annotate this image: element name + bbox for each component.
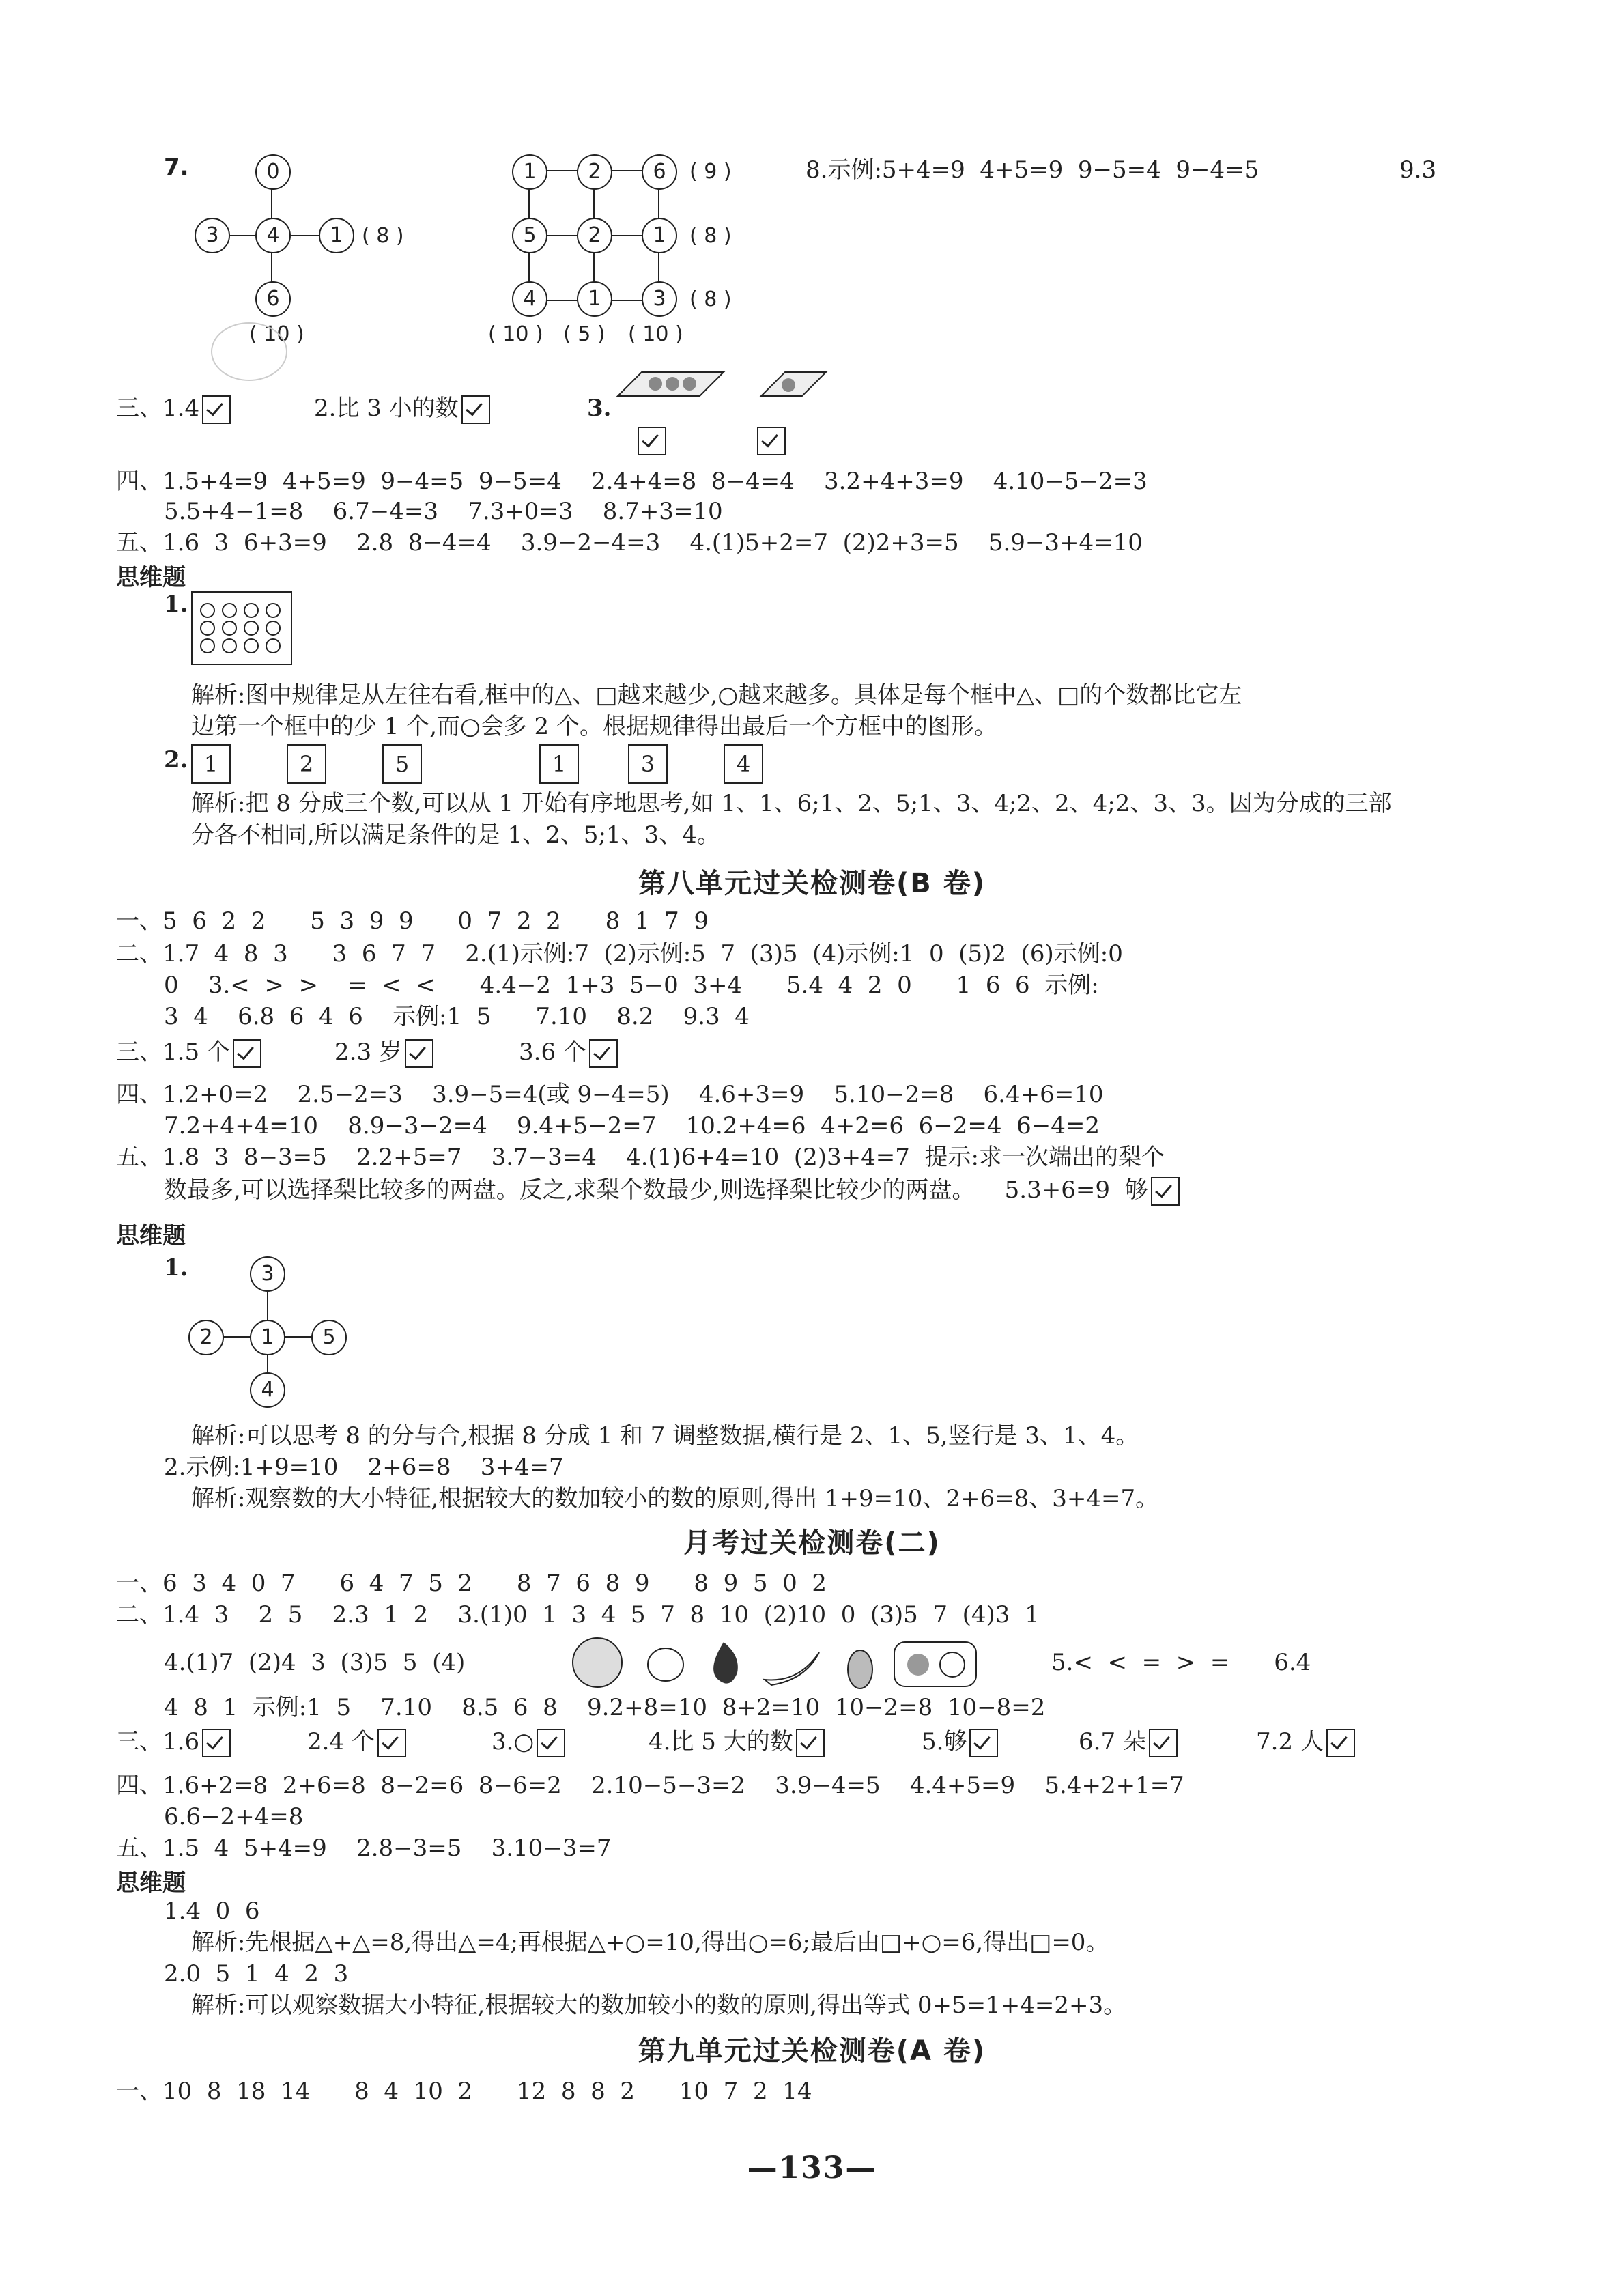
b5-line2 — [164, 1174, 1182, 1206]
mt1-line: 1.4 0 6 — [164, 1897, 260, 1925]
t1-explanation-2: 边第一个框中的少 1 个,而○会多 2 个。根据规律得出最后一个方框中的图形。 — [191, 713, 997, 740]
circles-box-figure — [191, 591, 294, 666]
b5-line1: 五、1.8 3 8−3=5 2.2+5=7 3.7−3=4 4.(1)6+4=10 (2)3+4=7 提示:求一次端出的梨个 — [116, 1144, 1165, 1171]
b2-line1: 二、1.7 4 8 3 3 6 7 7 2.(1)示例:7 (2)示例:5 7 (3)5 (4)示例:1 0 (5)2 (6)示例:0 — [116, 940, 1123, 967]
s5-line: 五、1.6 3 6+3=9 2.8 8−4=4 3.9−2−4=3 4.(1)5+2=7 (2)2+3=5 5.9−3+4=10 — [116, 529, 1143, 556]
check-icon — [233, 1039, 261, 1068]
thinking-heading-2: 思维题 — [116, 1222, 186, 1249]
grid-r1c2: 2 — [577, 154, 612, 190]
grid-col3-sum: ( 10 ) — [628, 322, 683, 346]
grid-col2-sum: ( 5 ) — [563, 322, 606, 346]
m2-line3: 4 8 1 示例:1 5 7.10 8.5 6 8 9.2+8=10 8+2=10 10−2=8 10−8=2 — [164, 1694, 1046, 1721]
s4-line2: 5.5+4−1=8 6.7−4=3 7.3+0=3 8.7+3=10 — [164, 498, 723, 525]
check-icon — [1326, 1729, 1355, 1757]
bt1-right: 5 — [311, 1320, 347, 1355]
cross-right: 1 — [319, 218, 354, 253]
thinking-heading-3: 思维题 — [116, 1869, 186, 1897]
t2-box: 4 — [724, 744, 763, 784]
m4-line2: 6.6−2+4=8 — [164, 1803, 304, 1830]
m3-q3-text: 3.○ — [492, 1728, 535, 1755]
grid-r2c1: 5 — [512, 218, 547, 253]
t2-explanation-1: 解析:把 8 分成三个数,可以从 1 开始有序地思考,如 1、1、6;1、2、5;1、3、4;2、2、4;2、3、3。因为分成的三部 — [191, 790, 1392, 817]
m3-q3 — [492, 1726, 568, 1757]
bt2-line: 2.示例:1+9=10 2+6=8 3+4=7 — [164, 1454, 564, 1481]
grid-r3c2: 1 — [577, 281, 612, 317]
t2-box: 2 — [287, 744, 326, 784]
check-icon — [202, 395, 231, 424]
bt1-bottom: 4 — [250, 1372, 285, 1408]
grid-col1-sum: ( 10 ) — [488, 322, 543, 346]
egg-tray-icons — [614, 355, 874, 410]
s3-q2 — [314, 393, 493, 424]
grid-row3-sum: ( 8 ) — [689, 287, 732, 311]
bt1-center: 1 — [250, 1320, 285, 1355]
grid-r1c1: 1 — [512, 154, 547, 190]
q9-answer: 9.3 — [1399, 156, 1437, 184]
t1-label: 1. — [164, 591, 188, 618]
m3-q7-text: 7.2 人 — [1256, 1728, 1324, 1755]
mt2-explanation: 解析:可以观察数据大小特征,根据较大的数加较小的数的原则,得出等式 0+5=1+4=2+3。 — [191, 1992, 1127, 2019]
s4-line1: 四、1.5+4=9 4+5=9 9−4=5 9−5=4 2.4+4=8 8−4=4 3.2+4+3=9 4.10−5−2=3 — [116, 468, 1148, 495]
m5-line: 五、1.5 4 5+4=9 2.8−3=5 3.10−3=7 — [116, 1835, 612, 1862]
t2-box: 5 — [382, 744, 422, 784]
s3-q1 — [116, 393, 233, 424]
bt1-explanation: 解析:可以思考 8 的分与合,根据 8 分成 1 和 7 调整数据,横行是 2、1、5,竖行是 3、1、4。 — [191, 1422, 1139, 1450]
m3-q1 — [116, 1726, 233, 1757]
thinking-heading-1: 思维题 — [116, 564, 186, 591]
check-icon — [796, 1729, 825, 1757]
m2-line1: 二、1.4 3 2 5 2.3 1 2 3.(1)0 1 3 4 5 7 8 10 (2)10 0 (3)5 7 (4)3 1 — [116, 1601, 1040, 1628]
check-icon — [377, 1729, 406, 1757]
cross-center: 4 — [255, 218, 291, 253]
cross-col-sum: ( 10 ) — [249, 322, 304, 346]
m2-line2-tail: 5.< < = > = 6.4 — [1051, 1649, 1311, 1676]
mt1-explanation: 解析:先根据△+△=8,得出△=4;再根据△+○=10,得出○=6;最后由□+○=6,得出□=0。 — [191, 1929, 1109, 1956]
m3-q7 — [1256, 1726, 1358, 1757]
m2-line2: 4.(1)7 (2)4 3 (3)5 5 (4) — [164, 1649, 466, 1676]
m3-q1-text: 三、1.6 — [116, 1728, 200, 1755]
check-icon — [537, 1729, 565, 1757]
q8-answer: 8.示例:5+4=9 4+5=9 9−5=4 9−4=5 — [806, 156, 1259, 184]
cross-left: 3 — [195, 218, 230, 253]
q7-label: 7. — [164, 154, 189, 181]
watermark-stamp-icon — [205, 314, 294, 389]
t2-explanation-2: 分各不相同,所以满足条件的是 1、2、5;1、3、4。 — [191, 821, 720, 849]
section-title-unit8b: 第八单元过关检测卷(B 卷) — [638, 868, 986, 899]
m4-line1: 四、1.6+2=8 2+6=8 8−2=6 8−6=2 2.10−5−3=2 3.9−4=5 4.4+5=9 5.4+2+1=7 — [116, 1772, 1184, 1799]
b5-line2-text: 数最多,可以选择梨比较多的两盘。反之,求梨个数最少,则选择梨比较少的两盘。 5.3+6=9 够 — [164, 1176, 1148, 1204]
grid-r2c3: 1 — [642, 218, 677, 253]
check-icon — [638, 427, 666, 455]
t2-box: 1 — [539, 744, 579, 784]
m3-q4-text: 4.比 5 大的数 — [649, 1728, 793, 1755]
m3-q6-text: 6.7 朵 — [1079, 1728, 1146, 1755]
bt2-explanation: 解析:观察数的大小特征,根据较大的数加较小的数的原则,得出 1+9=10、2+6=8、3+4=7。 — [191, 1485, 1159, 1512]
check-icon — [1151, 1177, 1180, 1206]
cross-top: 0 — [255, 154, 291, 190]
b3-q2 — [334, 1036, 436, 1068]
grid-row1-sum: ( 9 ) — [689, 160, 732, 184]
m3-q4 — [649, 1726, 827, 1757]
page-number: —133— — [747, 2151, 877, 2186]
t1-explanation-1: 解析:图中规律是从左往右看,框中的△、□越来越少,○越来越多。具体是每个框中△、□的个数都比它左 — [191, 681, 1242, 709]
m3-q2-text: 2.4 个 — [307, 1728, 375, 1755]
m3-q5 — [922, 1726, 1001, 1757]
section-title-monthly2: 月考过关检测卷(二) — [683, 1527, 941, 1559]
grid-r3c3: 3 — [642, 281, 677, 317]
b1-line: 一、5 6 2 2 5 3 9 9 0 7 2 2 8 1 7 9 — [116, 907, 709, 935]
m1-line: 一、6 3 4 0 7 6 4 7 5 2 8 7 6 8 9 8 9 5 0 2 — [116, 1570, 827, 1597]
s3-q2-text: 2.比 3 小的数 — [314, 395, 459, 422]
check-icon — [969, 1729, 998, 1757]
b4-line1: 四、1.2+0=2 2.5−2=3 3.9−5=4(或 9−4=5) 4.6+3=9 5.10−2=8 6.4+6=10 — [116, 1081, 1104, 1108]
check-icon — [1149, 1729, 1178, 1757]
check-icon — [757, 427, 786, 455]
m3-q2 — [307, 1726, 409, 1757]
grid-r2c2: 2 — [577, 218, 612, 253]
b3-q1-text: 三、1.5 个 — [116, 1038, 230, 1066]
check-icon — [202, 1729, 231, 1757]
b2-line3: 3 4 6.8 6 4 6 示例:1 5 7.10 8.2 9.3 4 — [164, 1003, 750, 1030]
cross-bottom: 6 — [255, 281, 291, 317]
n1-line: 一、10 8 18 14 8 4 10 2 12 8 8 2 10 7 2 14 — [116, 2078, 812, 2105]
grid-r3c1: 4 — [512, 281, 547, 317]
s3-q3: 3. — [587, 395, 612, 422]
b3-q3-text: 3.6 个 — [519, 1038, 586, 1066]
bt1-label: 1. — [164, 1254, 188, 1282]
bt1-top: 3 — [250, 1256, 285, 1292]
m3-q5-text: 5.够 — [922, 1728, 967, 1755]
grid-row2-sum: ( 8 ) — [689, 224, 732, 248]
b3-q1 — [116, 1036, 264, 1068]
check-icon — [589, 1039, 618, 1068]
mt2-line: 2.0 5 1 4 2 3 — [164, 1960, 349, 1988]
b2-line2: 0 3.< > > = < < 4.4−2 1+3 5−0 3+4 5.4 4 2 0 1 6 6 示例: — [164, 972, 1099, 999]
b4-line2: 7.2+4+4=10 8.9−3−2=4 9.4+5−2=7 10.2+4=6 4+2=6 6−2=4 6−4=2 — [164, 1112, 1100, 1140]
m3-q6 — [1079, 1726, 1180, 1757]
bt1-left: 2 — [188, 1320, 224, 1355]
grid-r1c3: 6 — [642, 154, 677, 190]
s3-q1-text: 三、1.4 — [116, 395, 200, 422]
cross-row-sum: ( 8 ) — [362, 224, 404, 248]
fruit-icons — [567, 1632, 990, 1693]
check-icon — [405, 1039, 433, 1068]
b3-q3 — [519, 1036, 621, 1068]
b3-q2-text: 2.3 岁 — [334, 1038, 402, 1066]
t2-box: 1 — [191, 744, 231, 784]
t2-box: 3 — [628, 744, 668, 784]
check-icon — [461, 395, 490, 424]
t2-label: 2. — [164, 746, 188, 774]
section-title-unit9a: 第九单元过关检测卷(A 卷) — [638, 2035, 986, 2067]
